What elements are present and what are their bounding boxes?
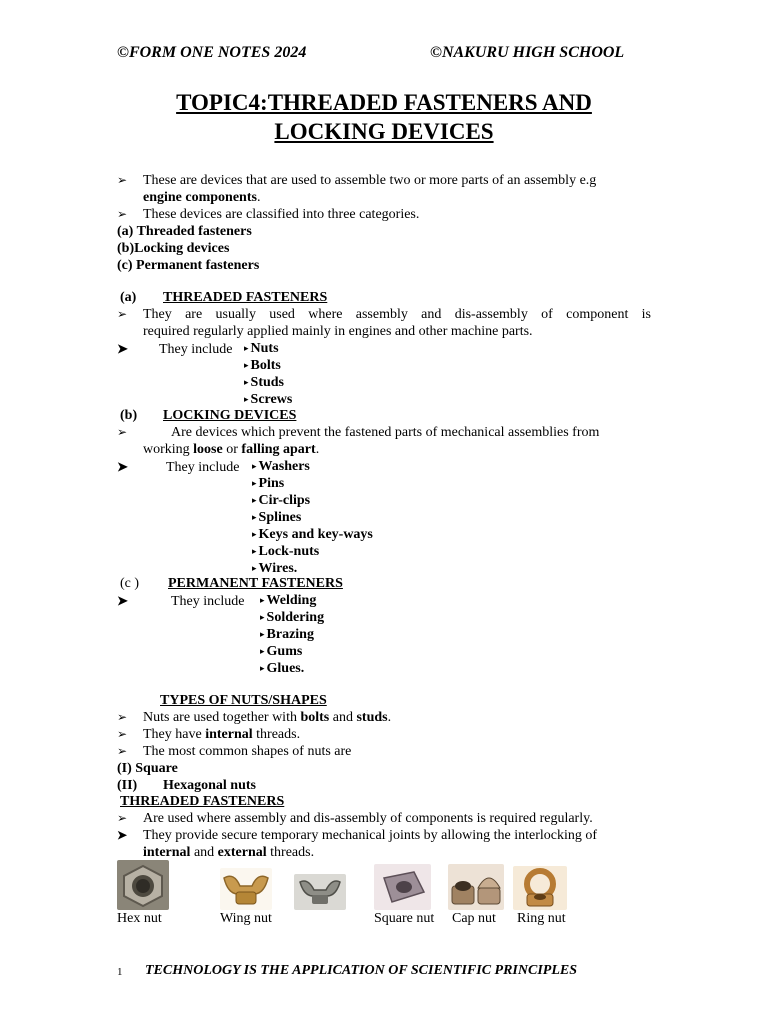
text-and: and: [329, 710, 357, 725]
title-line-1: TOPIC4:THREADED FASTENERS AND: [176, 90, 592, 115]
bold-bolts: bolts: [300, 710, 330, 725]
caption-cap-nut: Cap nut: [452, 911, 496, 926]
square-nut-image: [374, 864, 431, 910]
category-num: (b): [117, 241, 135, 256]
page-title: [110, 88, 658, 146]
text-or: or: [222, 442, 242, 457]
category-num: (c): [117, 258, 133, 273]
footer-text: TECHNOLOGY IS THE APPLICATION OF SCIENTIFIC PRINCIPLES: [145, 963, 578, 978]
category-b: Locking devices: [134, 241, 230, 256]
include-label: They include: [171, 594, 245, 609]
list-item: ▸ Keys and key-ways: [252, 527, 373, 542]
list-item: ▸ Soldering: [260, 610, 325, 625]
text-dot: .: [315, 442, 320, 457]
intro-text-2: These devices are classified into three categories.: [143, 207, 420, 222]
text-threads: threads.: [252, 727, 301, 742]
intro-block: [117, 172, 657, 274]
bold-internal: internal: [205, 727, 253, 742]
arrow-bullet-icon: ➤: [117, 459, 128, 474]
section-a-list: [244, 340, 292, 408]
arrow-bullet-icon: ➤: [117, 341, 128, 356]
text-threads: threads.: [266, 845, 315, 860]
nuts-line-2: They have: [143, 727, 206, 742]
section-a-line-1: They are usually used where assembly and dis-assembly of component is: [143, 307, 651, 322]
page-number: 1: [117, 966, 123, 978]
bold-loose: loose: [193, 442, 223, 457]
section-c-list: [260, 592, 324, 677]
intro-bold: engine components: [143, 190, 257, 205]
header-left: ©FORM ONE NOTES 2024: [117, 44, 307, 61]
section-c-heading: PERMANENT FASTENERS: [168, 576, 343, 591]
wing-nut-image-2: [294, 874, 346, 910]
nut-shape-num: (II): [117, 778, 138, 793]
bold-external: external: [217, 845, 267, 860]
caption-ring-nut: Ring nut: [517, 911, 566, 926]
section-a-number: (a): [120, 290, 137, 305]
arrow-bullet-icon: ➤: [117, 593, 128, 608]
text-and: and: [190, 845, 218, 860]
caption-square-nut: Square nut: [374, 911, 435, 926]
title-line-2: LOCKING DEVICES: [274, 119, 494, 144]
threaded-heading-2: THREADED FASTENERS: [120, 794, 285, 809]
caption-hex-nut: Hex nut: [117, 911, 162, 926]
list-item: ▸ Screws: [244, 392, 293, 407]
list-item: ▸ Splines: [252, 510, 302, 525]
arrow-bullet-icon: ➤: [117, 828, 128, 842]
section-b-line-2: working: [143, 442, 194, 457]
threaded-line-2: They provide secure temporary mechanical joints by allowing the interlocking of: [143, 828, 598, 843]
text-dot: .: [387, 710, 392, 725]
list-item: ▸ Lock-nuts: [252, 544, 320, 559]
bold-falling-apart: falling apart: [241, 442, 316, 457]
include-label: They include: [159, 342, 233, 357]
threaded-block-2: [117, 810, 651, 861]
nuts-block: [117, 709, 657, 794]
nuts-heading: TYPES OF NUTS/SHAPES: [160, 693, 327, 708]
arrow-bullet-icon: ➢: [117, 173, 128, 187]
arrow-bullet-icon: ➢: [117, 727, 128, 741]
bold-internal: internal: [143, 845, 191, 860]
header-right: ©NAKURU HIGH SCHOOL: [430, 44, 625, 61]
section-b-line-1: Are devices which prevent the fastened parts of mechanical assemblies from: [171, 425, 600, 440]
ring-nut-image: [513, 866, 567, 910]
section-b-heading: LOCKING DEVICES: [163, 408, 297, 423]
nuts-line-1: Nuts are used together with: [143, 710, 301, 725]
section-b-list: [252, 458, 373, 577]
section-c-include: [117, 592, 244, 610]
list-item: ▸ Pins: [252, 476, 285, 491]
section-b-number: (b): [120, 408, 138, 423]
cap-nut-image: [448, 864, 504, 910]
list-item: ▸ Welding: [260, 593, 317, 608]
caption-wing-nut: Wing nut: [220, 911, 272, 926]
section-c-number: (c ): [120, 576, 140, 591]
list-item: ▸ Glues.: [260, 661, 305, 676]
intro-dot: .: [256, 190, 261, 205]
list-item: ▸ Bolts: [244, 358, 281, 373]
nuts-line-3: The most common shapes of nuts are: [143, 744, 352, 759]
nut-shape-hex: Hexagonal nuts: [163, 778, 256, 793]
wing-nut-image: [220, 868, 272, 910]
section-a-include: [117, 340, 232, 358]
arrow-bullet-icon: ➢: [117, 425, 128, 439]
list-item: ▸ Cir-clips: [252, 493, 311, 508]
threaded-line-1: Are used where assembly and dis-assembly of components is required regularly.: [143, 811, 593, 826]
category-num: (a): [117, 224, 134, 239]
arrow-bullet-icon: ➢: [117, 744, 128, 758]
list-item: ▸ Studs: [244, 375, 284, 390]
list-item: ▸ Brazing: [260, 627, 314, 642]
intro-text: These are devices that are used to assemble two or more parts of an assembly e.g: [143, 173, 597, 188]
list-item: ▸ Washers: [252, 459, 310, 474]
arrow-bullet-icon: ➢: [117, 710, 128, 724]
list-item: ▸ Wires.: [252, 561, 298, 576]
bold-studs: studs: [356, 710, 388, 725]
section-a-text: [117, 306, 651, 340]
section-b-text: [117, 424, 651, 458]
arrow-bullet-icon: ➢: [117, 307, 128, 321]
category-c: Permanent fasteners: [136, 258, 260, 273]
section-a-heading: THREADED FASTENERS: [163, 290, 328, 305]
category-a: Threaded fasteners: [136, 224, 252, 239]
list-item: ▸ Nuts: [244, 341, 279, 356]
arrow-bullet-icon: ➢: [117, 811, 128, 825]
include-label: They include: [166, 460, 240, 475]
arrow-bullet-icon: ➢: [117, 207, 128, 221]
nut-shape-square: (I) Square: [117, 761, 178, 776]
list-item: ▸ Gums: [260, 644, 303, 659]
section-b-include: [117, 458, 239, 476]
hex-nut-image: [117, 860, 169, 910]
section-a-line-2: required regularly applied mainly in engines and other machine parts.: [143, 324, 533, 339]
